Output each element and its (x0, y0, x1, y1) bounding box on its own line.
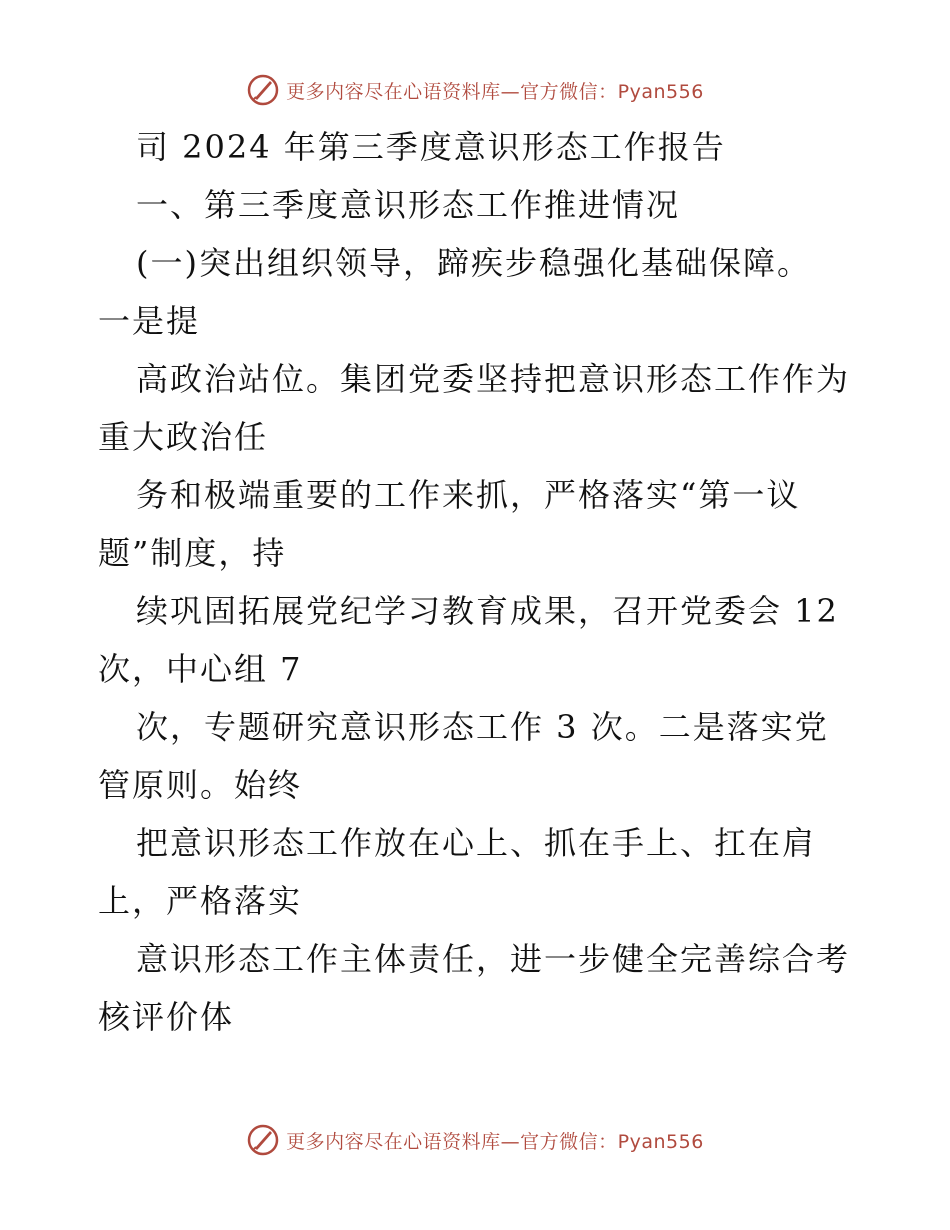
text-line: 务和极端重要的工作来抓，严格落实“第一议 (136, 476, 801, 514)
watermark-header (0, 70, 950, 110)
text-line: 司 2024 年第三季度意识形态工作报告 (136, 128, 726, 166)
text-line: 意识形态工作主体责任，进一步健全完善综合考 (136, 940, 851, 978)
text-line: 次，专题研究意识形态工作 3 次。二是落实党 (136, 708, 829, 746)
text-line: 题”制度，持 (98, 534, 287, 572)
document-body (98, 118, 858, 1046)
watermark-footer (0, 1120, 950, 1160)
text-line: 次，中心组 7 (98, 650, 303, 688)
text-line: (一)突出组织领导，蹄疾步稳强化基础保障。 (136, 244, 811, 282)
text-line: 高政治站位。集团党委坚持把意识形态工作作为 (136, 360, 851, 398)
text-line: 续巩固拓展党纪学习教育成果，召开党委会 12 (136, 592, 839, 630)
text-line: 管原则。始终 (98, 766, 303, 804)
text-line: 上，严格落实 (98, 882, 303, 920)
text-line: 核评价体 (98, 998, 235, 1036)
text-line: 一、第三季度意识形态工作推进情况 (136, 186, 681, 224)
text-line: 把意识形态工作放在心上、抓在手上、扛在肩 (136, 824, 817, 862)
watermark-text: 更多内容尽在心语资料库—官方微信：Pyan556 (286, 1130, 704, 1153)
quill-logo-icon (246, 73, 280, 107)
watermark-text: 更多内容尽在心语资料库—官方微信：Pyan556 (286, 80, 704, 103)
text-line: 重大政治任 (98, 418, 269, 456)
quill-logo-icon (246, 1123, 280, 1157)
text-line: 一是提 (98, 302, 201, 340)
